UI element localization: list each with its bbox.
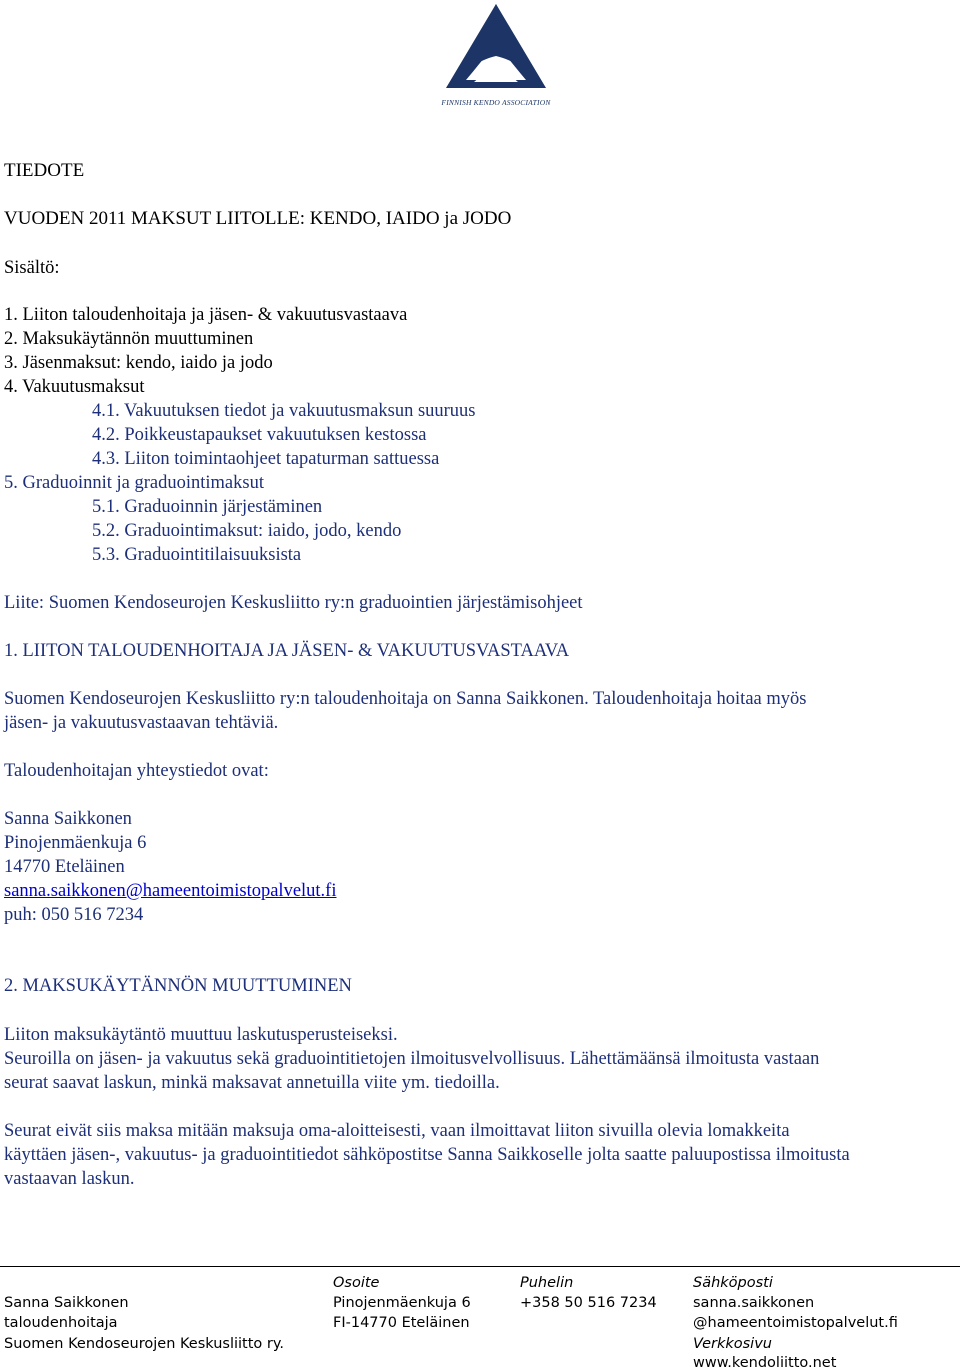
section-2-text: Seuroilla on jäsen- ja vakuutus sekä graduointitietojen ilmoitusvelvollisuus. Lähettämäänsä ilmoitusta vastaan [4, 1049, 820, 1069]
contact-name: Sanna Saikkonen [4, 809, 132, 829]
footer-divider [0, 1266, 960, 1267]
contact-email-link[interactable]: sanna.saikkonen@hameentoimistopalvelut.fi [4, 881, 337, 901]
footer-role: taloudenhoitaja [4, 1315, 118, 1331]
toc-subitem: 5.1. Graduoinnin järjestäminen [92, 497, 323, 517]
association-logo [434, 2, 558, 112]
section-1-text: jäsen- ja vakuutusvastaavan tehtäviä. [4, 713, 279, 733]
toc-title: Sisältö: [4, 258, 60, 278]
toc-subitem: 5.2. Graduointimaksut: iaido, jodo, kendo [92, 521, 402, 541]
footer-web-link[interactable]: www.kendoliitto.net [693, 1355, 837, 1371]
toc-subitem: 4.2. Poikkeustapaukset vakuutuksen kestossa [92, 425, 427, 445]
section-2-text: vastaavan laskun. [4, 1169, 135, 1189]
section-2-text: käyttäen jäsen-, vakuutus- ja graduointitiedot sähköpostitse Sanna Saikkoselle jolta saatte paluupostissa ilmoitusta [4, 1145, 850, 1165]
contacts-title: Taloudenhoitajan yhteystiedot ovat: [4, 761, 269, 781]
doc-label: TIEDOTE [4, 160, 85, 181]
footer-address: FI-14770 Eteläinen [333, 1315, 470, 1331]
toc-item: 1. Liiton taloudenhoitaja ja jäsen- & vakuutusvastaava [4, 305, 408, 325]
footer-phone-label: Puhelin [520, 1275, 574, 1291]
footer-phone: +358 50 516 7234 [520, 1295, 657, 1311]
toc-subitem: 4.3. Liiton toimintaohjeet tapaturman sattuessa [92, 449, 440, 469]
footer-web-label: Verkkosivu [693, 1336, 772, 1352]
toc-subitem: 4.1. Vakuutuksen tiedot ja vakuutusmaksun suuruus [92, 401, 476, 421]
footer-address-label: Osoite [333, 1275, 380, 1291]
section-1-heading: 1. LIITON TALOUDENHOITAJA JA JÄSEN- & VAKUUTUSVASTAAVA [4, 641, 570, 661]
contact-city: 14770 Eteläinen [4, 857, 125, 877]
logo-org-text: FINNISH KENDO ASSOCIATION [441, 98, 551, 107]
contact-street: Pinojenmäenkuja 6 [4, 833, 147, 853]
toc-item: 3. Jäsenmaksut: kendo, iaido ja jodo [4, 353, 273, 373]
footer-org: Suomen Kendoseurojen Keskusliitto ry. [4, 1336, 284, 1352]
footer-email-label: Sähköposti [693, 1275, 773, 1291]
doc-title: VUODEN 2011 MAKSUT LIITOLLE: KENDO, IAIDO ja JODO [4, 208, 512, 229]
section-2-heading: 2. MAKSUKÄYTÄNNÖN MUUTTUMINEN [4, 976, 352, 996]
section-2-text: Seurat eivät siis maksa mitään maksuja oma-aloitteisesti, vaan ilmoittavat liiton sivuilla olevia lomakkeita [4, 1121, 790, 1141]
toc-item: 5. Graduoinnit ja graduointimaksut [4, 473, 264, 493]
toc-item: 4. Vakuutusmaksut [4, 377, 145, 397]
section-1-text: Suomen Kendoseurojen Keskusliitto ry:n taloudenhoitaja on Sanna Saikkonen. Taloudenhoitaja hoitaa myös [4, 689, 807, 709]
contact-phone: puh: 050 516 7234 [4, 905, 144, 925]
footer-name: Sanna Saikkonen [4, 1295, 129, 1311]
appendix-line: Liite: Suomen Kendoseurojen Keskusliitto ry:n graduointien järjestämisohjeet [4, 593, 583, 613]
footer-address: Pinojenmäenkuja 6 [333, 1295, 471, 1311]
toc-item: 2. Maksukäytännön muuttuminen [4, 329, 254, 349]
triangle-logo-icon [434, 2, 558, 102]
section-2-text: seurat saavat laskun, minkä maksavat annetuilla viite ym. tiedoilla. [4, 1073, 500, 1093]
footer-email: sanna.saikkonen [693, 1295, 815, 1311]
toc-subitem: 5.3. Graduointitilaisuuksista [92, 545, 302, 565]
footer-email: @hameentoimistopalvelut.fi [693, 1315, 898, 1331]
section-2-text: Liiton maksukäytäntö muuttuu laskutusperusteiseksi. [4, 1025, 398, 1045]
